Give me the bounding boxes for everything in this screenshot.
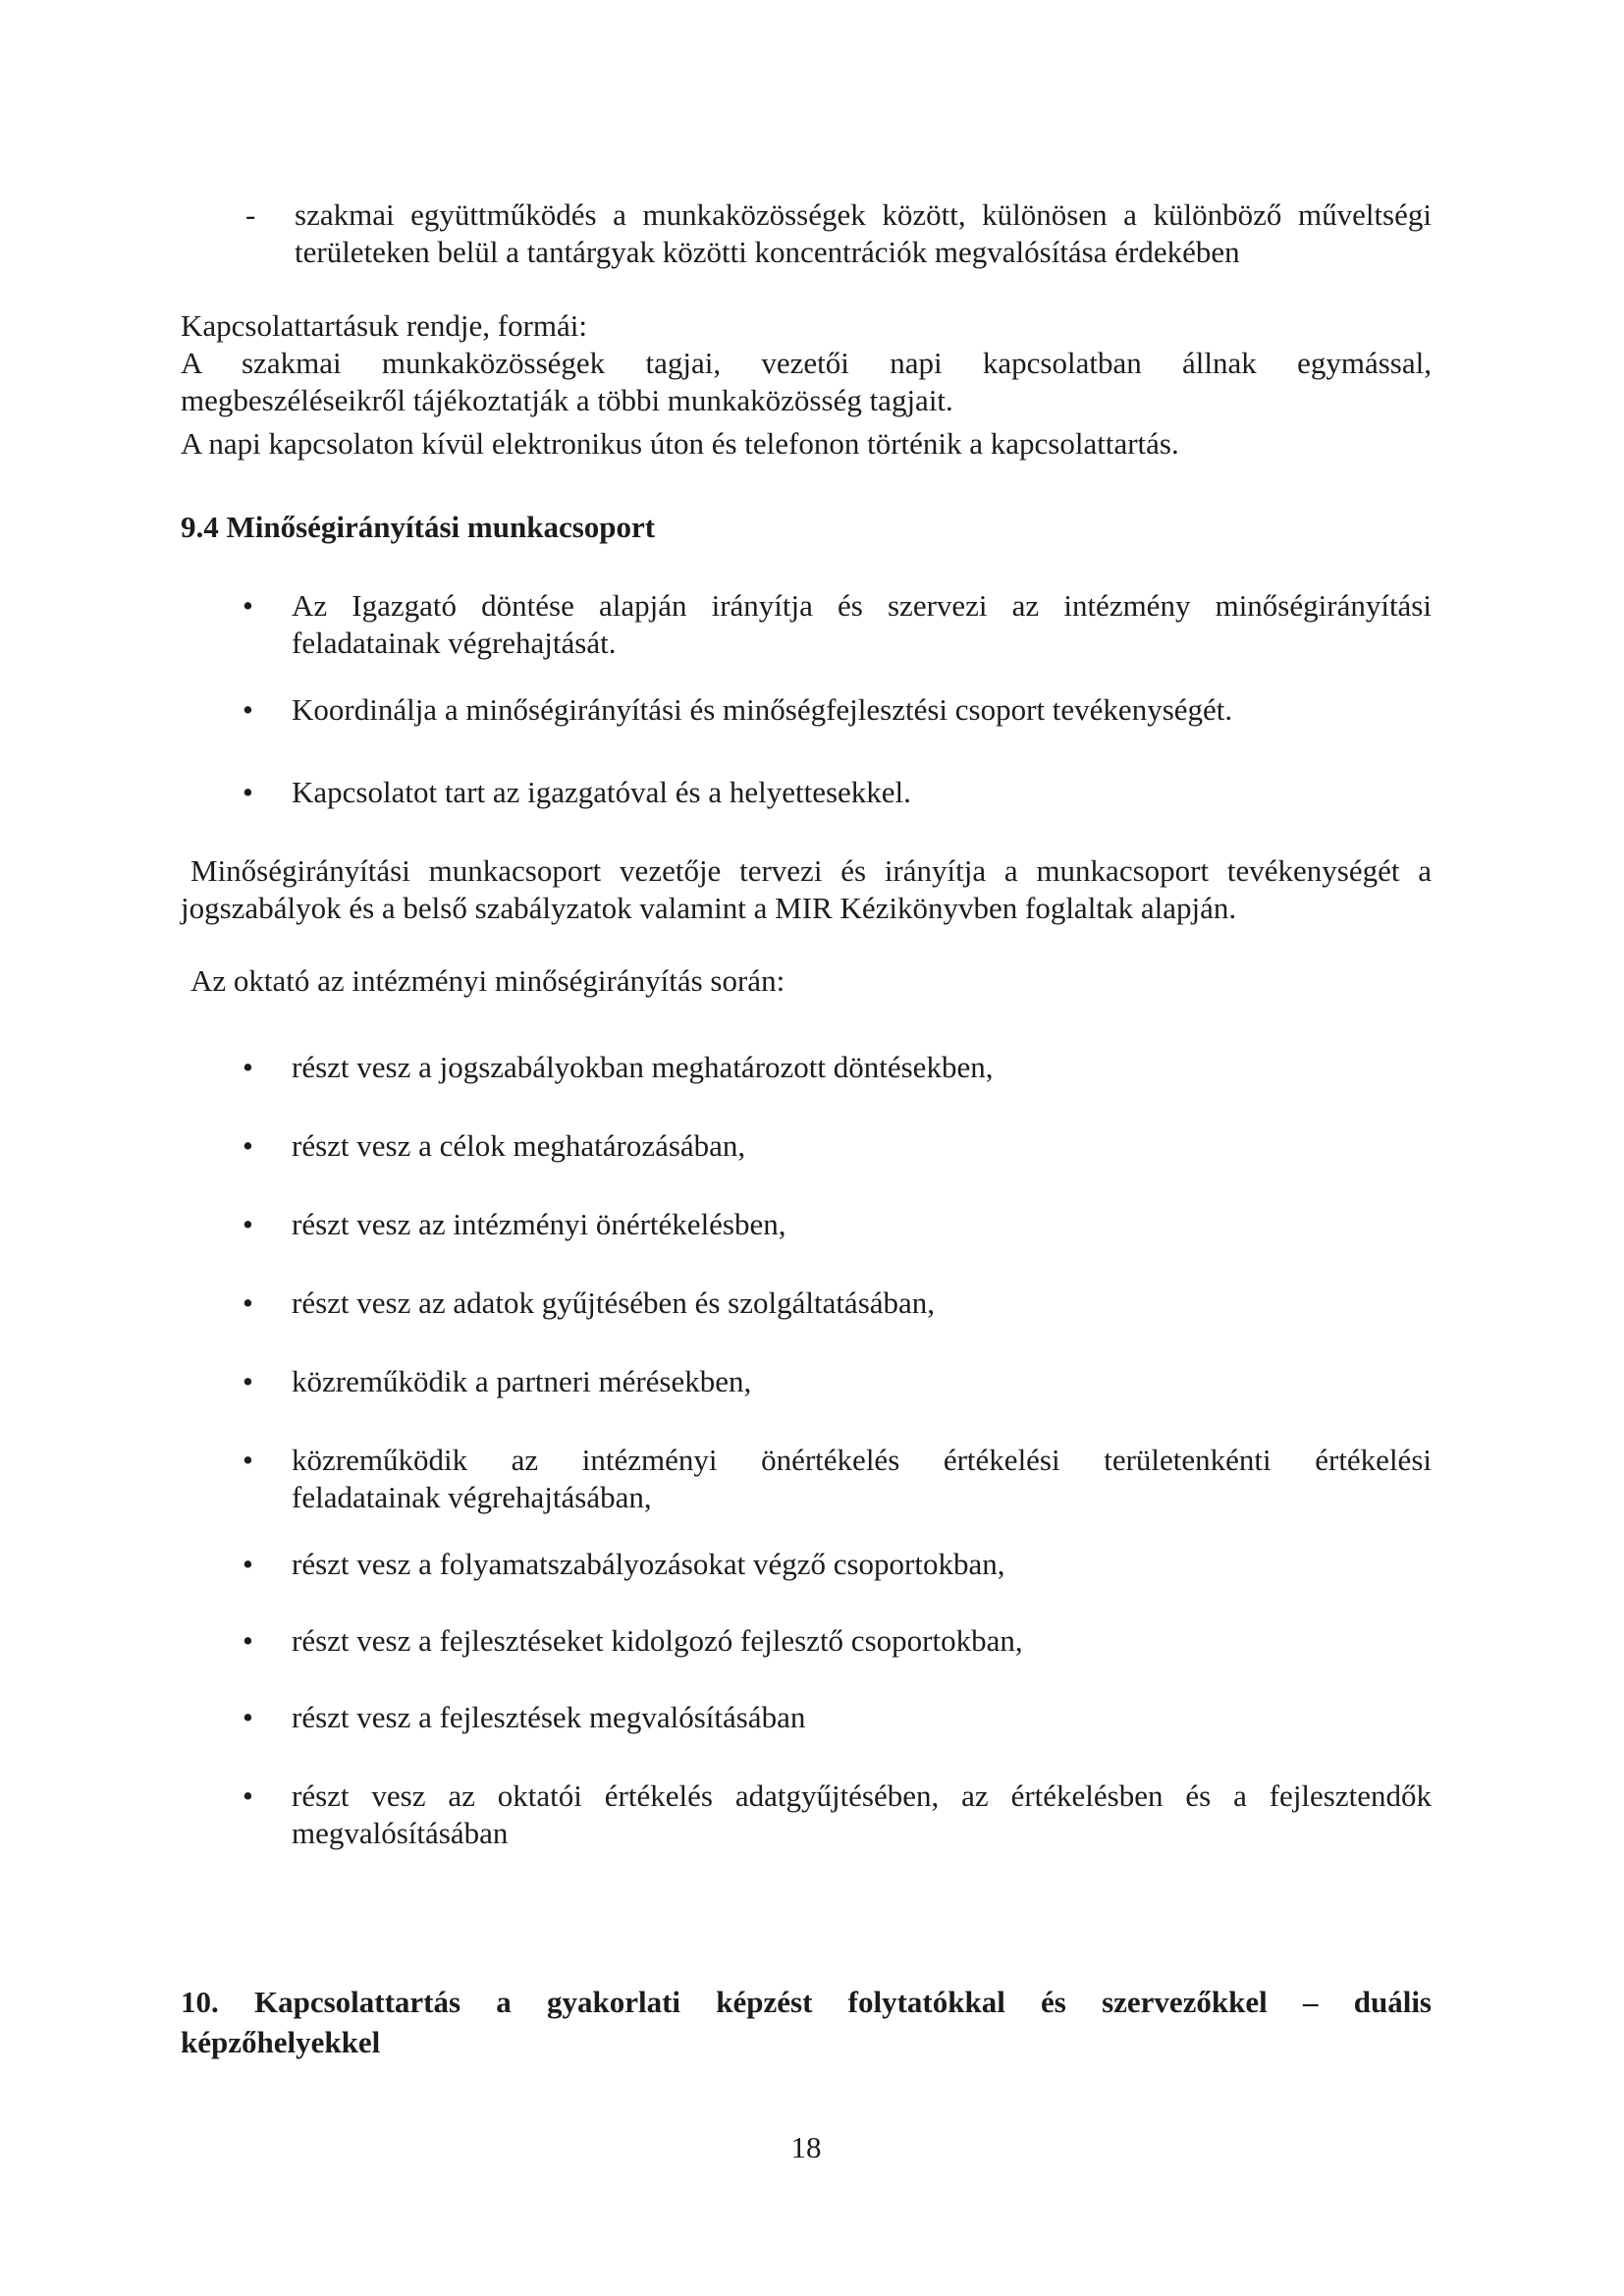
bullet-icon: • <box>243 588 253 623</box>
bullet-icon: • <box>243 1547 253 1581</box>
list-item-line: közreműködik az intézményi önértékelés értékelési területenkénti értékelési <box>292 1443 1432 1477</box>
bullet-icon: • <box>243 1050 253 1084</box>
list-item-line: részt vesz az adatok gyűjtésében és szolgáltatásában, <box>292 1285 936 1320</box>
list-item <box>181 1127 1432 1165</box>
paragraph-kapcsolattartasuk-title: Kapcsolattartásuk rendje, formái: <box>181 308 588 343</box>
dash-bullet-icon: - <box>245 197 256 232</box>
list-item-line: részt vesz a célok meghatározásában, <box>292 1128 746 1163</box>
list-item-line: részt vesz az oktatói értékelés adatgyűjtésében, az értékelésben és a fejlesztendők <box>292 1778 1432 1813</box>
paragraph-napi-kapcsolat: A napi kapcsolaton kívül elektronikus úton és telefonon történik a kapcsolattartás. <box>181 426 1179 461</box>
list-item-line: megvalósításában <box>292 1816 509 1850</box>
list-item <box>181 1363 1432 1400</box>
paragraph-munkacsoport-vezetoje <box>181 852 1432 927</box>
paragraph-az-oktato: Az oktató az intézményi minőségirányítás során: <box>190 963 785 998</box>
list-item <box>181 1777 1432 1852</box>
list-item-line: Kapcsolatot tart az igazgatóval és a helyettesekkel. <box>292 775 911 809</box>
list-item-line: Koordinálja a minőségirányítási és minőségfejlesztési csoport tevékenységét. <box>292 692 1233 727</box>
paragraph-line: Minőségirányítási munkacsoport vezetője tervezi és irányítja a munkacsoport tevékenységét a <box>190 853 1432 888</box>
dash-item-line: szakmai együttműködés a munkaközösségek között, különösen a különböző műveltségi <box>295 197 1432 232</box>
list-item <box>181 587 1432 662</box>
bullet-icon: • <box>243 1285 253 1320</box>
list-item <box>181 1622 1432 1660</box>
list-item <box>181 691 1432 729</box>
list-item <box>181 1206 1432 1243</box>
bullet-icon: • <box>243 1700 253 1734</box>
bullet-icon: • <box>243 1443 253 1477</box>
list-item <box>181 1049 1432 1086</box>
list-item <box>181 1442 1432 1516</box>
list-item-line: közreműködik a partneri mérésekben, <box>292 1364 752 1398</box>
list-oktato <box>181 1049 1432 1852</box>
bullet-icon: • <box>243 692 253 727</box>
list-item-line: feladatainak végrehajtását. <box>292 626 617 660</box>
dash-item-line: területeken belül a tantárgyak közötti koncentrációk megvalósítása érdekében <box>295 235 1240 269</box>
section-heading-10 <box>181 1982 1432 2062</box>
bullet-icon: • <box>243 1364 253 1398</box>
list-item-line: Az Igazgató döntése alapján irányítja és szervezi az intézmény minőségirányítási <box>292 588 1432 623</box>
list-9-4 <box>181 587 1432 811</box>
section-heading-9-4: 9.4 Minőségirányítási munkacsoport <box>181 510 656 544</box>
list-item <box>181 1699 1432 1736</box>
list-item-line: részt vesz az intézményi önértékelésben, <box>292 1207 786 1241</box>
list-item <box>181 774 1432 811</box>
list-item <box>181 1546 1432 1583</box>
list-item-line: részt vesz a jogszabályokban meghatározott döntésekben, <box>292 1050 994 1084</box>
bullet-icon: • <box>243 1623 253 1658</box>
bullet-icon: • <box>243 775 253 809</box>
bullet-icon: • <box>243 1207 253 1241</box>
heading-line: képzőhelyekkel <box>181 2025 381 2059</box>
bullet-icon: • <box>243 1778 253 1813</box>
paragraph-line: A szakmai munkaközösségek tagjai, vezetői napi kapcsolatban állnak egymással, <box>181 346 1432 380</box>
dash-list-item <box>181 196 1432 271</box>
page-number: 18 <box>790 2130 822 2164</box>
paragraph-szakmai-munkakozossegek <box>181 345 1432 419</box>
paragraph-line: megbeszéléseikről tájékoztatják a többi munkaközösség tagjait. <box>181 383 953 417</box>
list-item-line: feladatainak végrehajtásában, <box>292 1480 652 1514</box>
list-item-line: részt vesz a fejlesztések megvalósításában <box>292 1700 806 1734</box>
list-item-line: részt vesz a fejlesztéseket kidolgozó fejlesztő csoportokban, <box>292 1623 1023 1658</box>
heading-line: 10. Kapcsolattartás a gyakorlati képzést folytatókkal és szervezőkkel – duális <box>181 1985 1432 2019</box>
paragraph-line: jogszabályok és a belső szabályzatok valamint a MIR Kézikönyvben foglaltak alapján. <box>181 891 1237 925</box>
list-item-line: részt vesz a folyamatszabályozásokat végző csoportokban, <box>292 1547 1005 1581</box>
bullet-icon: • <box>243 1128 253 1163</box>
list-item <box>181 1285 1432 1322</box>
